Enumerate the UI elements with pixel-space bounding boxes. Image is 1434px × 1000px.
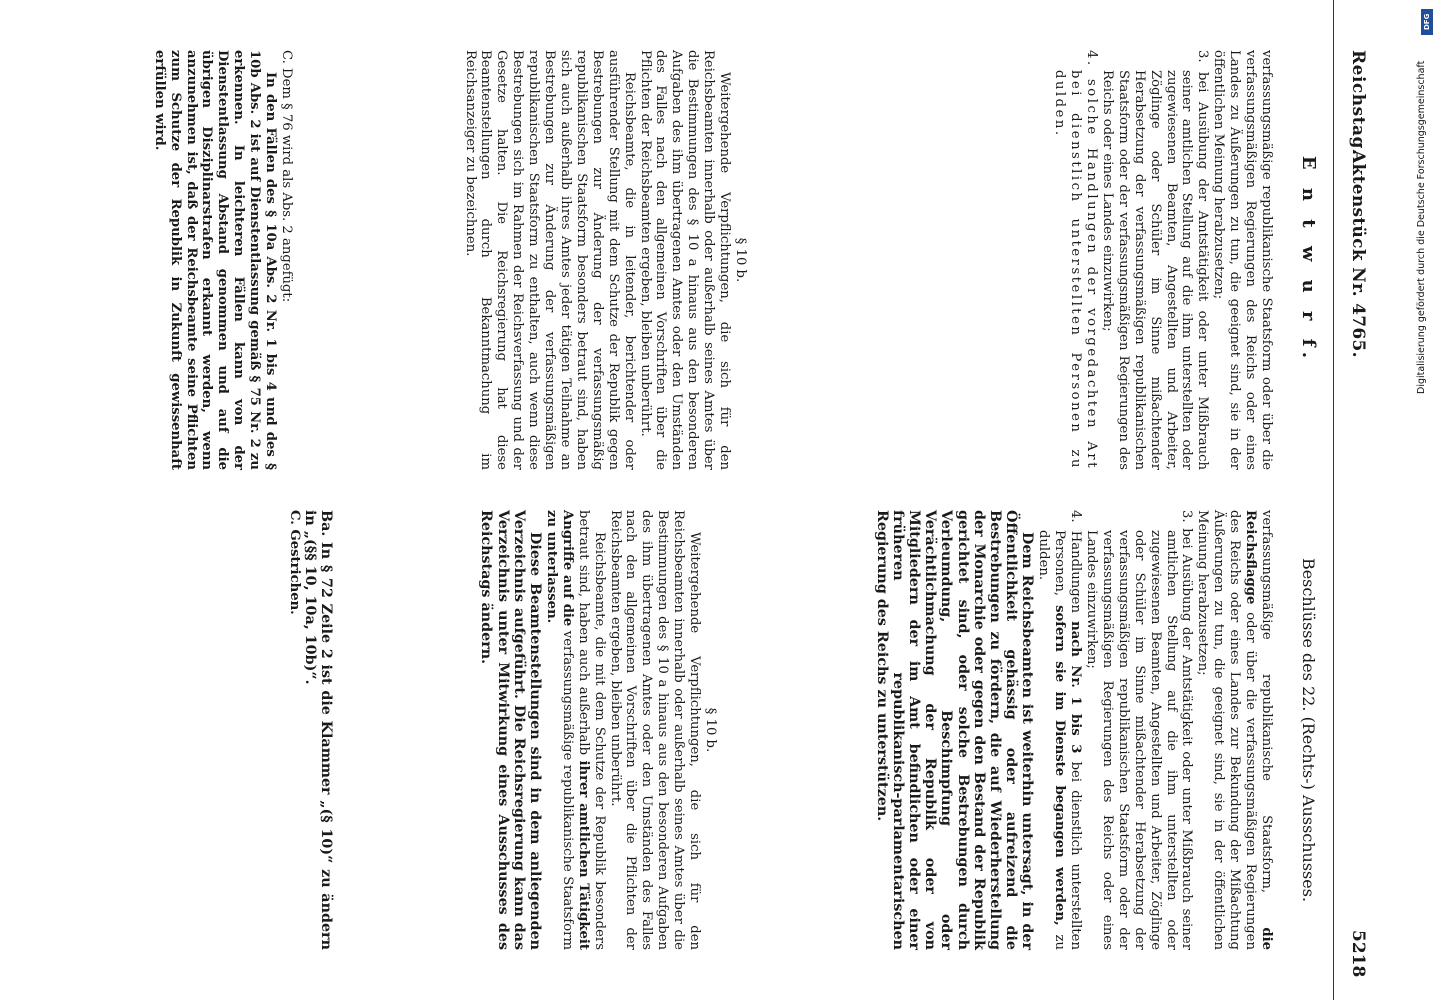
committee-item-4-b: nach Nr. 1 bis 3 xyxy=(1068,621,1084,754)
draft-title: E n t w u r f. xyxy=(1298,155,1319,365)
committee-para-1-flag: die Reichsflagge xyxy=(1243,510,1274,950)
committee-c xyxy=(286,510,302,950)
draft-c-heading: C. Dem § 76 wird als Abs. 2 angefügt: xyxy=(279,50,294,303)
draft-section-heading: § 10 b. xyxy=(733,237,748,283)
committee-section-para-2-d: zu unterlassen. xyxy=(543,510,559,624)
page-number: 5218 xyxy=(1348,930,1368,978)
draft-para-1: verfassungsmäßige republikanische Staatsform oder über die verfassungsmäßigen Regierungen des Reichs oder eines Landes zu Äußerungen zu tun, die geeignet sind, sie in der öffentlichen Meinung herabzusetzen; xyxy=(1211,50,1274,470)
header-document-number: Aktenstück Nr. 4765. xyxy=(1348,150,1368,358)
committee-item-4 xyxy=(1035,510,1083,950)
committee-section-para-2 xyxy=(543,510,607,950)
committee-section-heading: § 10 b. xyxy=(703,707,718,753)
draft-column xyxy=(1286,50,1319,470)
committee-section-para-3: Diese Beamtenstellungen sind in dem anliegenden Verzeichnis aufgeführt. Die Reichsregierung kann das Verzeichnis unter Mitwirkung eines Ausschusses des Reichstags ändern. xyxy=(478,510,544,950)
header-reichstag: Reichstag. xyxy=(1348,50,1368,156)
committee-c-text: C. Gestrichen. xyxy=(286,510,302,615)
page-header xyxy=(1333,0,1376,1000)
draft-item-3: 3. bei Ausübung der Amtstätigkeit oder unter Mißbrauch seiner amtlichen Stellung auf die ihm unterstellten oder zugewiesenen Beamten, Angestellten und Arbeiter, Zöglinge oder Schüler im Sinne mißachtender Herabsetzung der verfassungsmäßigen republikanischen Staatsform oder der verfassungsmäßigen Regierungen des Reichs oder eines Landes einzuwirken; xyxy=(1099,50,1211,470)
committee-section-ba xyxy=(286,510,334,950)
committee-section-para-2-b: ihrer amtlichen Tätigkeit Angriffe auf die xyxy=(559,510,591,950)
committee-item-3: 3. bei Ausübung der Amtstätigkeit oder unter Mißbrauch seiner amtlichen Stellung auf die ihm unterstellten oder zugewiesenen Beamten, Angestellten und Arbeiter, Zöglinge oder Schüler im Sinne mißachtender Herabsetzung der verfassungsmäßigen republikanischen Staatsform oder der verfassungsmäßigen Regierungen des Reichs oder eines Landes einzuwirken; xyxy=(1084,510,1195,950)
committee-item-4-d: sofern sie im Dienste begangen werden, xyxy=(1052,605,1068,926)
draft-item-4: 4. solche Handlungen der vorgedachten Art bei dienstlich unterstellten Personen zu dulden. xyxy=(1052,50,1100,470)
committee-item-4-e: zu dulden. xyxy=(1036,530,1068,950)
committee-section-para-2-a: Reichsbeamte, die mit dem Schutze der Republik besonders betraut sind, haben auch außerhalb xyxy=(575,510,607,950)
draft-section-10b xyxy=(462,50,748,470)
draft-text-upper xyxy=(1051,50,1274,470)
draft-section-c xyxy=(151,50,294,470)
committee-title: Beschlüsse des 22. (Rechts-) Ausschusses. xyxy=(1299,557,1318,903)
committee-ba: Ba. In § 72 Zeile 2 ist die Klammer „(§ 10)“ zu ändern in „(§§ 10, 10a, 10b)“. xyxy=(301,510,334,950)
committee-item-4-a: 4. Handlungen xyxy=(1068,510,1084,613)
committee-section-para-2-c: verfassungsmäßige republikanische Staatsform xyxy=(559,630,575,950)
digitization-note: Digitalisierung gefördert durch die Deutsche Forschungsgemeinschaft xyxy=(1416,60,1427,394)
draft-section-para-2: Reichsbeamte, die in leitender, berichtender oder ausführender Stellung mit dem Schutze der Republik gegen Bestrebungen zur Änderung der verfassungsmäßig republikanischen Staatsform besonders betraut sind, haben sich auch außerhalb ihres Amtes jeder tätigen Teilnahme an Bestrebungen zur Änderung der verfassungsmäßigen republikanischen Staatsform zu enthalten, auch wenn diese Bestrebungen sich im Rahmen der Reichsverfassung und der Gesetze halten. Die Reichsregierung hat diese Beamtenstellungen durch Bekanntmachung im Reichsanzeiger zu bezeichnen. xyxy=(462,50,637,470)
committee-item-4-c: bei dienstlich unterstellten Personen, xyxy=(1052,530,1084,950)
committee-para-1-c: oder über die verfassungsmäßigen Regierungen des Reichs oder eines Landes zur Bekundung der Mißachtung Äußerungen zu tun, die geeignet sind, sie in der öffentlichen Meinung herabzusetzen; xyxy=(1195,510,1259,950)
committee-section-10b xyxy=(478,510,718,950)
draft-c-text: In den Fällen des § 10a Abs. 2 Nr. 1 bis 4 und des § 10b Abs. 2 ist auf Dienstentlassung gemäß § 75 Nr. 2 zu erkennen. In leichteren Fällen kann von der Dienstentlassung Abstand genommen und auf die übrigen Disziplinarstrafen erkannt werden, wenn anzunehmen ist, daß der Reichsbeamte seine Pflichten zum Schutze der Republik in Zukunft gewissenhaft erfüllen wird. xyxy=(151,50,279,470)
committee-section-para-1: Weitergehende Verpflichtungen, die sich für den Reichsbeamten innerhalb oder außerhalb seines Amtes über die Bestimmungen des § 10 a hinaus aus den besonderen Aufgaben des ihm übertragenen Amtes oder den Umständen des Falles nach den allgemeinen Vorschriften über die Pflichten der Reichsbeamten ergeben, bleiben unberührt. xyxy=(607,510,703,950)
committee-bold-para: Dem Reichsbeamten ist weiterhin untersagt, in der Öffentlichkeit gehässig oder aufreizend die Bestrebungen zu fördern, die auf Wiederherstellung der Monarchie oder gegen den Bestand der Republik gerichtet sind, oder solche Bestrebungen durch Verleumdung, Beschimpfung oder Verächtlichmachung der Republik oder von Mitgliedern der im Amt befindlichen oder einer früheren republikanisch-parlamentarischen Regierung des Reichs zu unterstützen. xyxy=(873,510,1036,950)
committee-column xyxy=(1286,510,1316,950)
committee-para-1-a: verfassungsmäßige republikanische Staatsform, xyxy=(1259,510,1274,894)
draft-section-para-1: Weitergehende Verpflichtungen, die sich für den Reichsbeamten innerhalb oder außerhalb seines Amtes über die Bestimmungen des § 10 a hinaus aus den besonderen Aufgaben des ihm übertragenen Amtes oder den Umständen des Falles nach den allgemeinen Vorschriften über die Pflichten der Reichsbeamten ergeben, bleiben unberührt. xyxy=(637,50,733,470)
committee-para-1 xyxy=(1194,510,1274,950)
committee-text-upper xyxy=(873,510,1274,950)
dfg-logo: DFG xyxy=(1421,9,1433,35)
